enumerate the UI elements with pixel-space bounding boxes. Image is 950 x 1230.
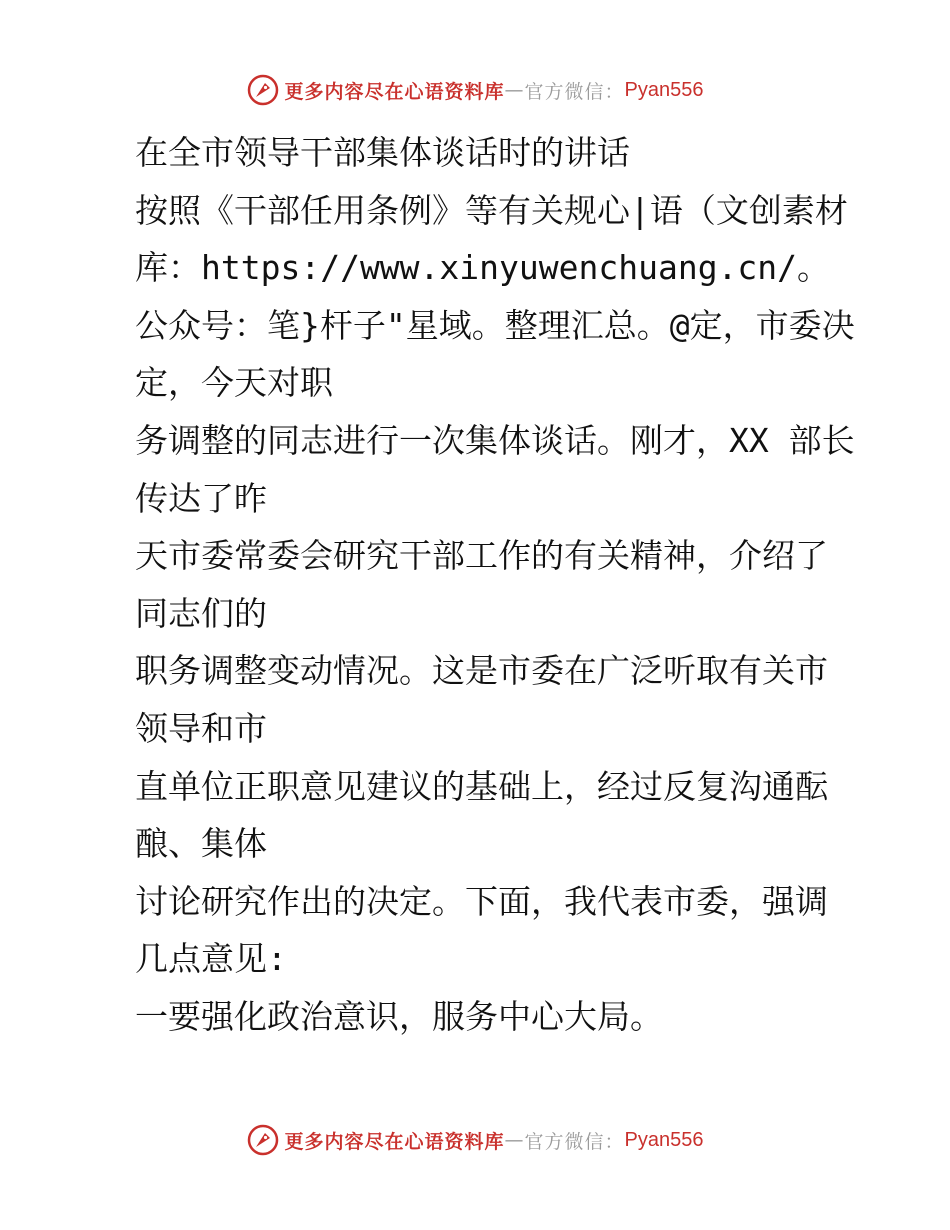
banner-main-text: 更多内容尽在心语资料库 xyxy=(284,1130,505,1153)
banner-main-text: 更多内容尽在心语资料库 xyxy=(284,80,505,103)
paragraph-line: 职务调整变动情况。这是市委在广泛听取有关市领导和市 xyxy=(135,651,828,748)
banner-label: 官方微信： xyxy=(524,80,625,103)
paragraph-line: 务调整的同志进行一次集体谈话。刚才，XX 部长传达了昨 xyxy=(135,420,855,518)
document-title: 在全市领导干部集体谈话时的讲话 xyxy=(135,133,630,172)
banner-label: 官方微信： xyxy=(524,1130,625,1153)
footer-banner xyxy=(0,1124,950,1156)
pen-nib-logo-icon xyxy=(247,74,279,106)
banner-wechat-id: Pyan556 xyxy=(624,1128,704,1151)
banner-separator: — xyxy=(504,79,525,101)
header-banner xyxy=(0,74,950,106)
paragraph-line: 天市委常委会研究干部工作的有关精神，介绍了同志们的 xyxy=(135,536,828,633)
paragraph-line: 按照《干部任用条例》等有关规心|语（文创素材库：https://www.xinyuwenchuang.cn/。公众号：笔}杆子"星域。整理汇总。@定，市委决定，今天对职 xyxy=(135,190,855,403)
pen-nib-logo-icon xyxy=(247,1124,279,1156)
paragraph-line: 讨论研究作出的决定。下面，我代表市委，强调几点意见: xyxy=(135,881,828,979)
paragraph-line: 直单位正职意见建议的基础上，经过反复沟通酝酿、集体 xyxy=(135,766,828,864)
banner-separator: — xyxy=(504,1129,525,1151)
document-body xyxy=(97,124,857,1046)
banner-wechat-id: Pyan556 xyxy=(624,78,704,101)
paragraph-line: 一要强化政治意识，服务中心大局。 xyxy=(135,996,663,1036)
